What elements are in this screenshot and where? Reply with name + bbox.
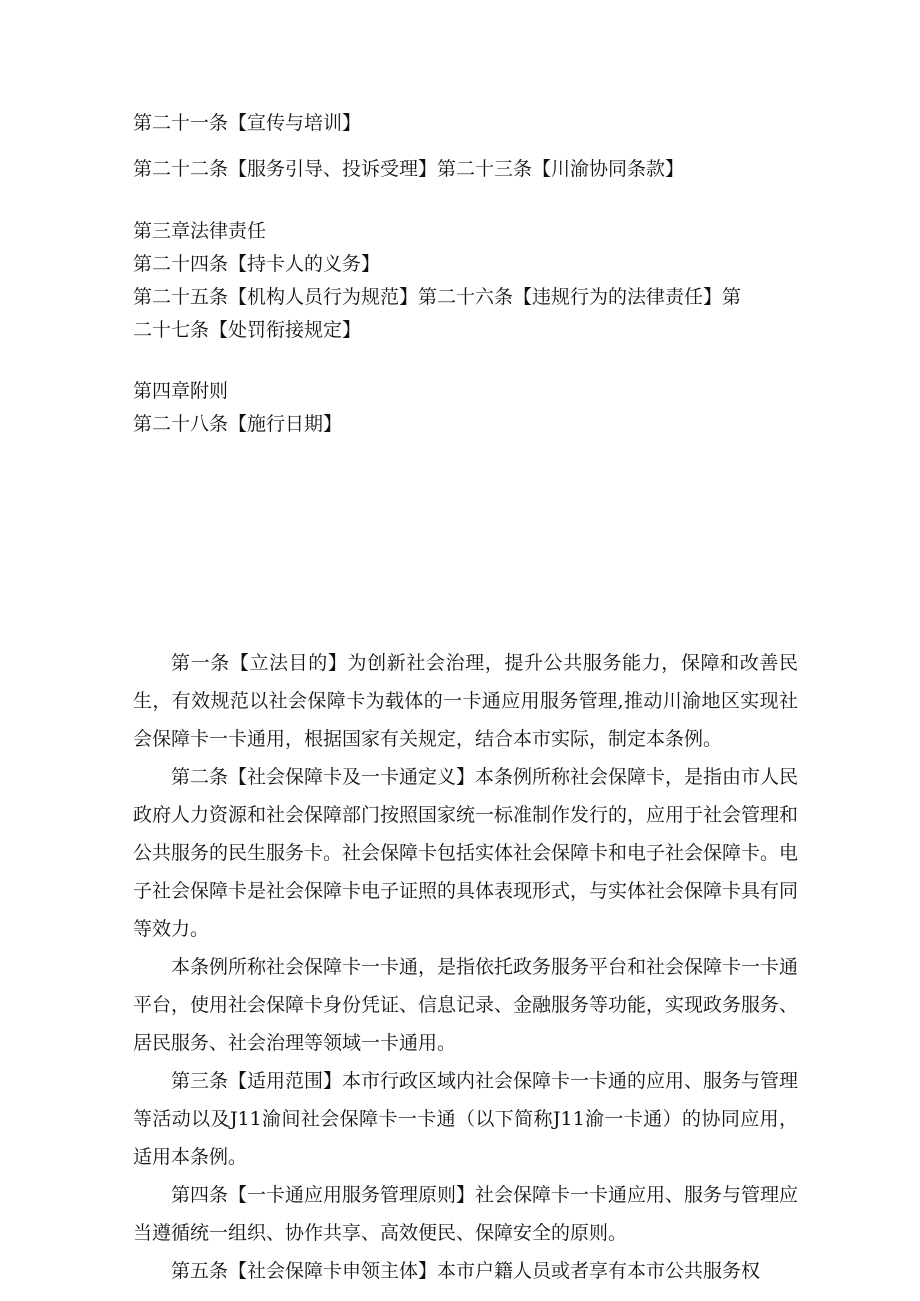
toc-article-25-26: 第二十五条【机构人员行为规范】第二十六条【违规行为的法律责任】第 xyxy=(133,286,742,308)
table-of-contents xyxy=(133,108,798,439)
article-2-one-card-paragraph: 本条例所称社会保障卡一卡通，是指依托政务服务平台和社会保障卡一卡通平台，使用社会保障卡身份凭证、信息记录、金融服务等功能，实现政务服务、居民服务、社会治理等领域一卡通用。 xyxy=(133,956,799,1054)
document-body xyxy=(133,644,798,1290)
toc-article-22-23: 第二十二条【服务引导、投诉受理】第二十三条【川渝协同条款】 xyxy=(133,158,685,180)
toc-chapter-3-heading: 第三章法律责任 xyxy=(133,220,267,242)
toc-article-21: 第二十一条【宣传与培训】 xyxy=(133,112,362,134)
article-5-paragraph: 第五条【社会保障卡申领主体】本市户籍人员或者享有本市公共服务权 xyxy=(171,1260,761,1282)
article-1-paragraph: 第一条【立法目的】为创新社会治理，提升公共服务能力，保障和改善民生，有效规范以社会保障卡为载体的一卡通应用服务管理,推动川渝地区实现社会保障卡一卡通用，根据国家有关规定，结合本市实际，制定本条例。 xyxy=(133,652,798,750)
toc-article-28: 第二十八条【施行日期】 xyxy=(133,413,343,435)
toc-article-27: 二十七条【处罚衔接规定】 xyxy=(133,319,362,341)
toc-article-24: 第二十四条【持卡人的义务】 xyxy=(133,253,381,275)
toc-chapter-4-heading: 第四章附则 xyxy=(133,380,229,402)
article-4-paragraph: 第四条【一卡通应用服务管理原则】社会保障卡一卡通应用、服务与管理应当遵循统一组织、协作共享、高效便民、保障安全的原则。 xyxy=(133,1184,799,1244)
article-3-paragraph: 第三条【适用范围】本市行政区域内社会保障卡一卡通的应用、服务与管理等活动以及J11渝间社会保障卡一卡通（以下简称J11渝一卡通）的协同应用，适用本条例。 xyxy=(133,1070,799,1168)
article-2-paragraph: 第二条【社会保障卡及一卡通定义】本条例所称社会保障卡，是指由市人民政府人力资源和社会保障部门按照国家统一标准制作发行的，应用于社会管理和公共服务的民生服务卡。社会保障卡包括实体社会保障卡和电子社会保障卡。电子社会保障卡是社会保障卡电子证照的具体表现形式，与实体社会保障卡具有同等效力。 xyxy=(133,766,799,940)
